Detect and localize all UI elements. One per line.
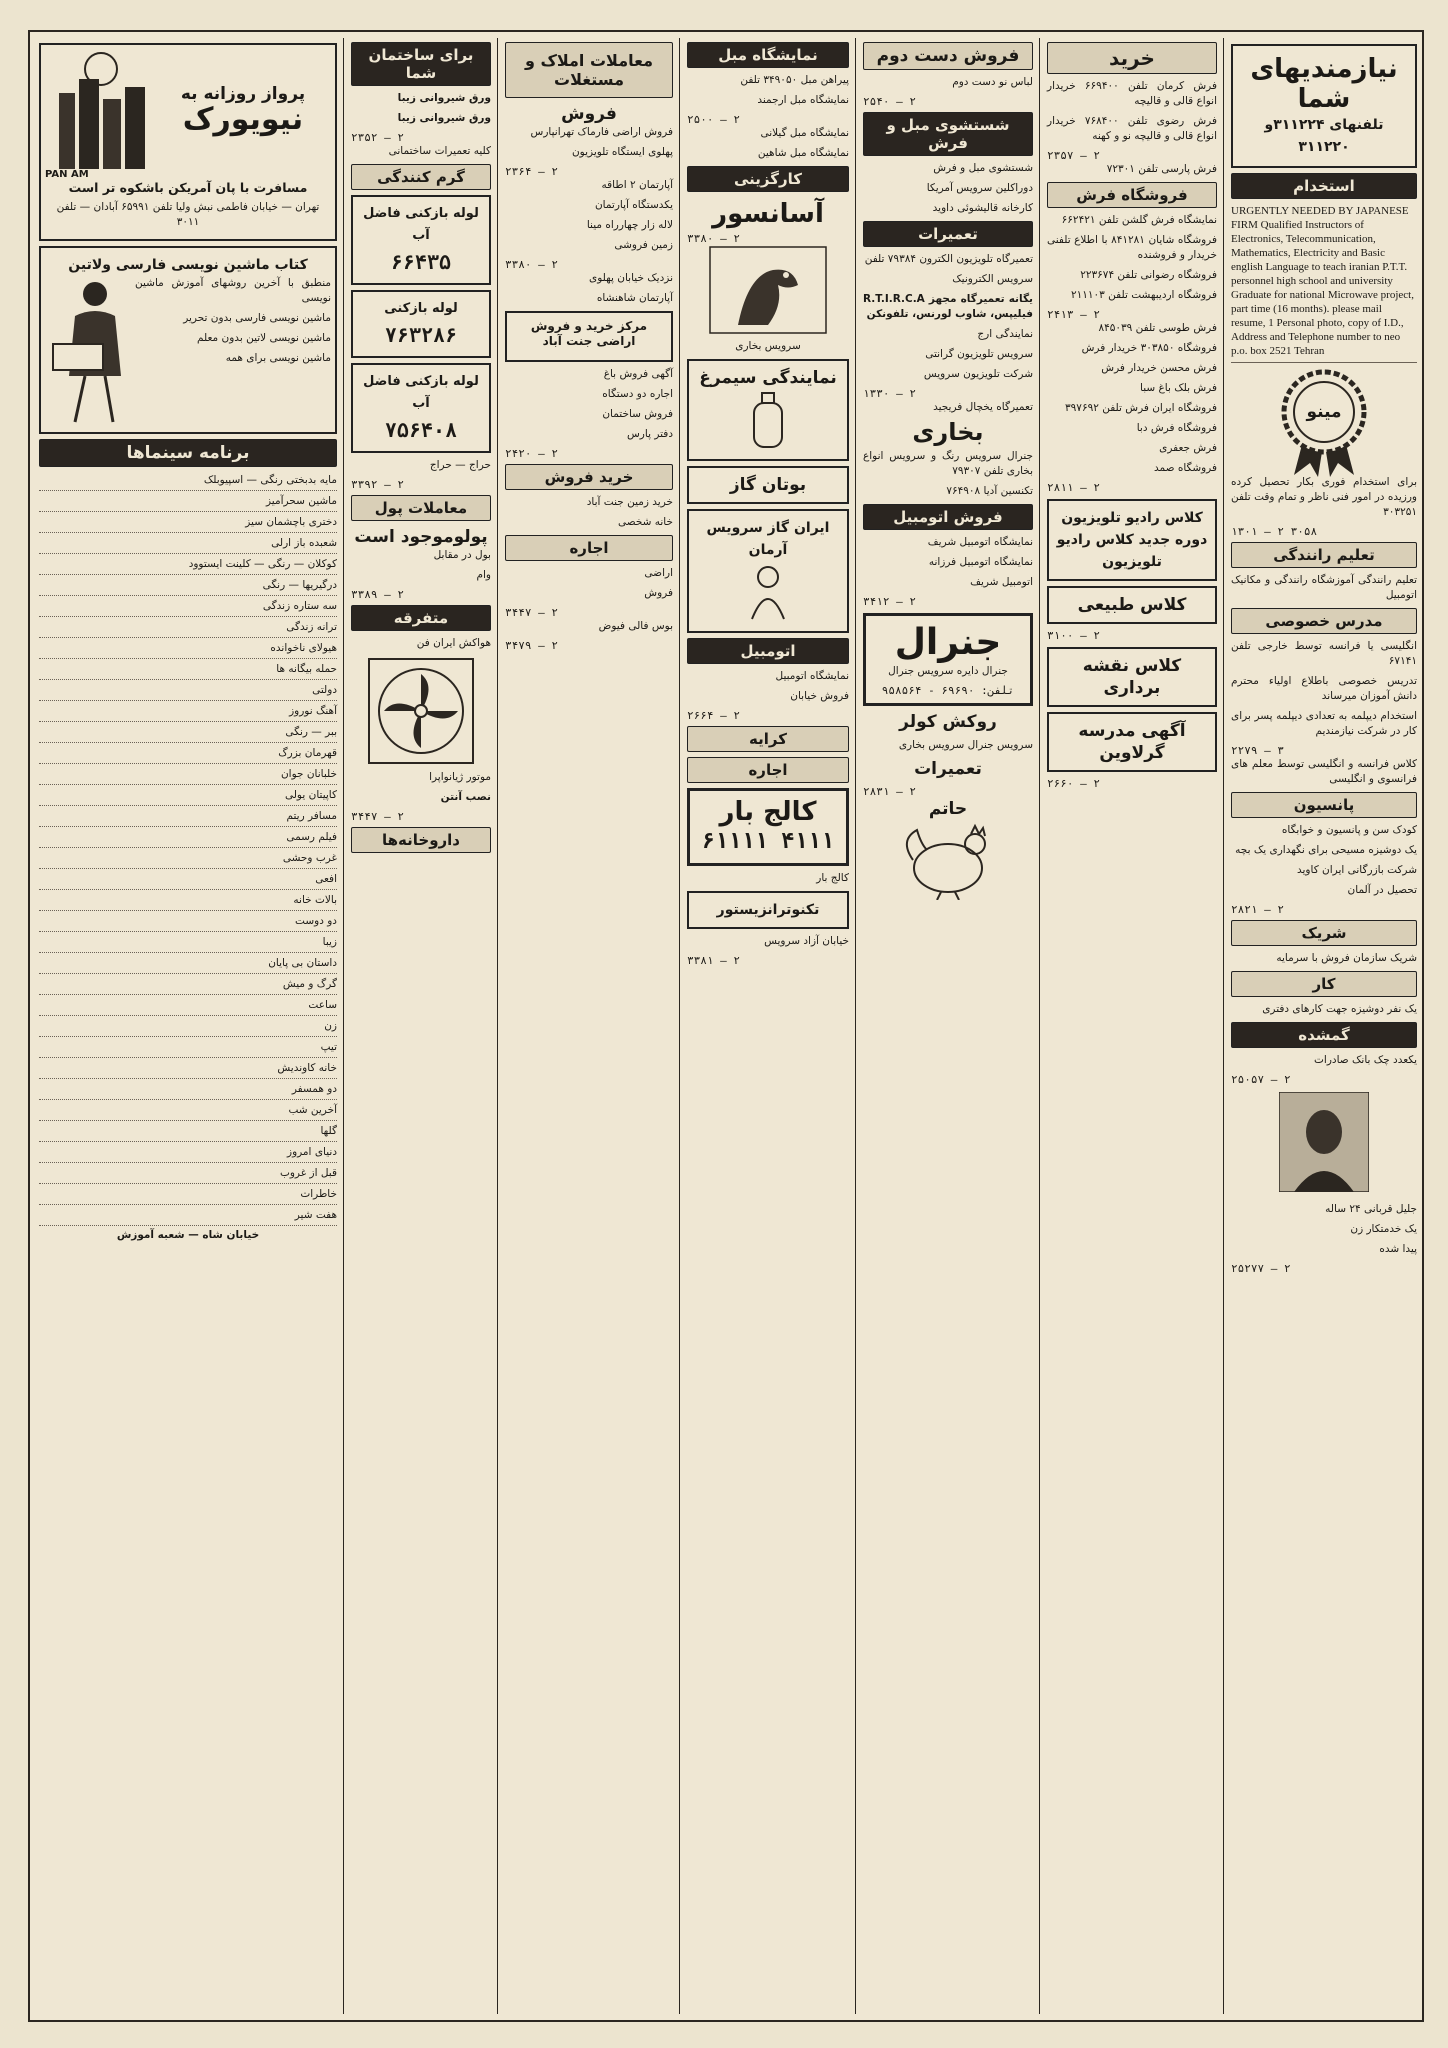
classified-ad: تعمیرگاه تلویزیون الکترون ۷۹۳۸۴ تلفن — [864, 253, 1033, 265]
drain-title: لوله بازکنی فاضل آب — [363, 206, 479, 243]
drain-cleaning-box — [351, 195, 491, 285]
classified-ad: هواکش ایران فن — [416, 637, 491, 649]
airline-address: تهران — خیابان فاطمی نبش ولیا تلفن ۶۵۹۹۱ آبادان — تلفن ۳۰۱۱ — [56, 201, 320, 228]
cinema-listing: آهنگ نوروز — [39, 703, 337, 722]
classified-ad: نمایشگاه مبل شاهین — [757, 147, 849, 159]
drain-cleaning-box — [351, 290, 491, 358]
classified-ad: یک دوشیزه مسیحی برای نگهداری یک بچه — [1235, 844, 1417, 856]
cinema-listing: قبل از غروب — [39, 1165, 337, 1184]
college-bar-phone: ۴۱۱۱ ۶۱۱۱۱ — [701, 829, 835, 854]
classified-ad: تکنسین آدیا ۷۶۴۹۰۸ — [946, 485, 1033, 497]
column-7 — [34, 38, 342, 2014]
money-heading: پولوموجود است — [354, 527, 488, 547]
column-4 — [682, 38, 854, 2014]
section-header: نمایشگاه مبل — [687, 42, 849, 68]
cinema-listing: خانه کاوندیش — [39, 1060, 337, 1079]
classified-ad: نمایشگاه اتومبیل شریف — [927, 536, 1033, 548]
classified-ad: فروشگاه اردیبهشت تلفن ۲۱۱۱۰۳ — [1070, 289, 1217, 301]
classified-ad: سرویس تلویزیون گرانتی — [925, 348, 1033, 360]
cinema-listing: گرگ و میش — [39, 976, 337, 995]
cinema-listing: دو دوست — [39, 913, 337, 932]
cinema-listing: تیپ — [39, 1039, 337, 1058]
cinema-list — [39, 472, 337, 1226]
cinema-listing: هیولای ناخوانده — [39, 640, 337, 659]
classified-ad: کلاس فرانسه و انگلیسی توسط معلم های فرانسوی و انگلیسی — [1231, 758, 1417, 785]
classified-ad: دوراکلین سرویس آمریکا — [926, 182, 1033, 194]
classified-ad: پیراهن مبل ۳۴۹۰۵۰ تلفن — [740, 74, 849, 86]
drain-cleaning-box — [351, 363, 491, 453]
ad-phone: ۳۳۸۱ — ۲ — [687, 954, 740, 967]
drain-title: لوله بازکنی فاضل آب — [363, 374, 479, 411]
repairs-heading: تعمیرات — [914, 759, 982, 779]
cinema-listing: گلها — [39, 1123, 337, 1142]
classified-ad: فرش رضوی تلفن ۷۶۸۴۰۰ خریدار انواع قالی و قالیچه نو و کهنه — [1047, 115, 1217, 142]
gas-cylinder-icon — [746, 389, 790, 449]
drain-phone: ۷۶۳۲۸۶ — [384, 323, 458, 347]
section-header: گمشده — [1231, 1022, 1417, 1048]
ad-phone: ۲۶۶۴ — ۲ — [687, 709, 740, 722]
typing-book-ad — [39, 246, 337, 434]
typing-line: ماشین نویسی برای همه — [225, 352, 331, 364]
cinema-listing: ترانه زندگی — [39, 619, 337, 638]
cinema-header: برنامه سینماها — [39, 439, 337, 467]
cinema-listing: هفت شیر — [39, 1207, 337, 1226]
page-footer: خیابان شاه — شعبه آموزش — [116, 1229, 260, 1241]
cinema-listing: ببر — رنگی — [39, 724, 337, 743]
classified-ad: اجاره دو دستگاه — [602, 388, 673, 400]
ad-phone: ۳۳۸۹ — ۲ — [351, 588, 404, 601]
classified-ad: یک خدمتکار زن — [1350, 1223, 1417, 1235]
classified-ad: کارخانه قالیشوئی داوید — [932, 202, 1033, 214]
ad-phone: ۳۴۴۷ — ۲ — [505, 606, 558, 619]
classified-ad: کلیه تعمیرات ساختمانی — [388, 145, 491, 157]
woman-with-typewriter-icon — [45, 276, 135, 426]
nature-class-box — [1047, 586, 1217, 624]
classified-ad: خیابان آزاد سرویس — [764, 935, 849, 947]
classified-ad: تحصیل در آلمان — [1347, 884, 1417, 896]
heater-service-ad — [687, 245, 849, 354]
cinema-listing: داستان بی پایان — [39, 955, 337, 974]
airline-header: پرواز روزانه به — [180, 84, 306, 104]
section-header: فروش دست دوم — [863, 42, 1033, 70]
general-service-box — [863, 613, 1033, 706]
classified-ad: موتور ژیانواپرا — [429, 771, 491, 783]
classified-ad: اراضی — [644, 567, 673, 579]
ad-phone: ۲۳۵۲ — ۲ — [351, 131, 404, 144]
classified-ad: فرش بلک باغ سبا — [1140, 382, 1217, 394]
cinema-listing: افعی — [39, 871, 337, 890]
cinema-listing: دو همسفر — [39, 1081, 337, 1100]
section-header: گرم کنندگی — [351, 164, 491, 190]
classified-ad: سرویس جنرال سرویس بخاری — [898, 739, 1033, 751]
college-bar-title: کالج بار — [719, 797, 817, 827]
airline-subtitle: مسافرت با پان آمریکن باشکوه تر است — [68, 180, 308, 195]
section-header: اجاره — [687, 757, 849, 783]
classified-ad: انگلیسی یا فرانسه توسط خارجی تلفن ۶۷۱۴۱ — [1231, 640, 1417, 667]
section-header: اجاره — [505, 535, 673, 561]
cinema-listing: بالات خانه — [39, 892, 337, 911]
classified-ad: نزدیک خیابان پهلوی — [589, 272, 673, 284]
ad-phone: ۱۳۳۰ — ۲ — [863, 387, 916, 400]
classified-ad: فروشگاه شایان ۸۴۱۲۸۱ با اطلاع تلفنی خریدار و فروشنده — [1047, 234, 1217, 261]
classified-ad: فرش محسن خریدار فرش — [1101, 362, 1217, 374]
drain-title: لوله بازکنی — [384, 301, 458, 316]
section-header: تعلیم رانندگی — [1231, 542, 1417, 568]
section-header: شریک — [1231, 920, 1417, 946]
classified-ad: یگانه تعمیرگاه مجهز R.T.I.R.C.A فیلیپس، شاوب لورنس، تلفونکن — [863, 293, 1033, 320]
column-3 — [858, 38, 1038, 2014]
airline-city: نیویورک — [182, 102, 304, 137]
classified-ad: فرش جعفری — [1159, 442, 1217, 454]
butane-box — [687, 466, 849, 504]
classified-ad: فروش ساختمان — [602, 408, 673, 420]
classified-ad: بوس فالی فیوض — [598, 620, 673, 632]
sale-heading: فروش — [561, 104, 617, 124]
classified-ad: زمین فروشی — [614, 239, 673, 251]
cinema-listing: ساعت — [39, 997, 337, 1016]
ad-phone: ۲۵۲۷۷ — ۲ — [1231, 1262, 1291, 1275]
classified-ad: ورق شیروانی زیبا — [397, 92, 491, 104]
cartoon-man-icon — [738, 561, 798, 621]
class-title: کلاس نقشه برداری — [1082, 656, 1182, 698]
section-header: اتومبیل — [687, 638, 849, 664]
cinema-listing: دولتی — [39, 682, 337, 701]
classified-ad: یک نفر دوشیزه جهت کارهای دفتری — [1262, 1003, 1417, 1015]
pharmacies-header: داروخانه‌ها — [351, 827, 491, 853]
classified-ad: فروشگاه ۳۰۳۸۵۰ خریدار فرش — [1081, 342, 1217, 354]
classified-ad: یکعدد چک بانک صادرات — [1314, 1054, 1417, 1066]
cinema-listing: کوکلان — رنگی — کلینت ایستوود — [39, 556, 337, 575]
drain-phone: ۷۵۶۴۰۸ — [384, 418, 458, 442]
cinema-listing: آخرین شب — [39, 1102, 337, 1121]
section-header: شستشوی مبل و فرش — [863, 112, 1033, 156]
classified-ad: نمایشگاه مبل ارجمند — [757, 94, 849, 106]
classified-ad: خانه شخصی — [617, 516, 673, 528]
classified-ad: فروش اراضی فارماک تهرانپارس — [530, 126, 673, 138]
cinema-listing: ماشین سحرآمیز — [39, 493, 337, 512]
minoo-logo — [1231, 367, 1417, 423]
ad-phone: ۲۲۷۹ — ۳ — [1231, 744, 1284, 757]
section-header: برای ساختمان شما — [351, 42, 491, 86]
ad-phone: ۲۳۶۴ — ۲ — [505, 165, 558, 178]
classified-ad: کودک سن و پانسیون و خوابگاه — [1281, 824, 1417, 836]
fan-icon — [366, 656, 476, 766]
classified-ad: آپارتمان شاهنشاه — [596, 292, 673, 304]
ad-phone: ۳۴۷۹ — ۲ — [505, 639, 558, 652]
classified-ad: پیدا شده — [1379, 1243, 1417, 1255]
classified-ad: نمایشگاه مبل گیلانی — [760, 127, 849, 139]
column-6 — [346, 38, 496, 2014]
ad-phone: ۱۳۰۱ — ۲ ۳۰۵۸ — [1231, 525, 1318, 538]
cinema-listing: زن — [39, 1018, 337, 1037]
column-5 — [500, 38, 678, 2014]
technotransistor-box — [687, 891, 849, 929]
classified-ad: نمایندگی ارج — [977, 328, 1033, 340]
radio-tv-class-box — [1047, 499, 1217, 581]
cinema-listing: زیبا — [39, 934, 337, 953]
irangas-title: ایران گاز سرویس آرمان — [706, 520, 830, 558]
section-header: کرایه — [687, 726, 849, 752]
classified-ad: جنرال سرویس رنگ و سرویس انواع بخاری تلفن ۷۹۳۰۷ — [863, 450, 1033, 477]
classified-ad: استخدام دیپلمه به تعدادی دیپلمه پسر برای کار در شرکت نیازمندیم — [1231, 710, 1417, 737]
classified-ad: کالج بار — [816, 872, 849, 884]
ad-phone: ۲۸۱۱ — ۲ — [1047, 481, 1100, 494]
typing-line: منطبق با آخرین روشهای آموزش ماشین نویسی — [135, 277, 331, 304]
general-service-desc: جنرال دایره سرویس جنرال — [888, 665, 1008, 677]
hatam-ad — [863, 798, 1033, 904]
section-header: استخدام — [1231, 173, 1417, 199]
classified-ad: ورق شیروانی زیبا — [397, 112, 491, 124]
cinema-listing: درگیریها — رنگی — [39, 577, 337, 596]
hatam-title: حاتم — [928, 799, 968, 819]
cinema-listing: خاطرات — [39, 1186, 337, 1205]
survey-class-box — [1047, 647, 1217, 707]
classified-ad: پهلوی ایستگاه تلویزیون — [571, 146, 673, 158]
college-bar-box — [687, 788, 849, 866]
classified-ad: تعمیرگاه یخچال فریجید — [933, 401, 1033, 413]
masthead-phones: تلفنهای ۳۱۱۲۲۴و ۳۱۱۲۲۰ — [1264, 117, 1384, 155]
cinema-listing: حمله بیگانه ها — [39, 661, 337, 680]
rooster-icon — [893, 820, 1003, 900]
ad-phone: ۳۳۸۰ — ۲ — [687, 232, 740, 245]
classified-ad: فرش کرمان تلفن ۶۶۹۴۰۰ خریدار انواع قالی و قالیچه — [1047, 80, 1217, 107]
photo-caption: جلیل قربانی ۲۴ ساله — [1325, 1203, 1417, 1215]
classified-ad: فرش پارسی تلفن ۷۲۳۰۱ — [1106, 163, 1217, 175]
classified-ad: سرویس الکترونیک — [952, 273, 1033, 285]
cinema-listing: قهرمان بزرگ — [39, 745, 337, 764]
column-1 — [1226, 38, 1422, 2014]
heater-heading: بخاری — [912, 418, 984, 446]
ad-phone: ۲۶۶۰ — ۲ — [1047, 777, 1100, 790]
section-header: کار — [1231, 971, 1417, 997]
irangas-box — [687, 509, 849, 633]
classified-ad: برای استخدام فوری بکار تحصیل کرده ورزیده در امور فنی ناظر و تمام وقت تلفن ۳۰۳۲۵۱ — [1231, 476, 1417, 518]
english-job-ad: URGENTLY NEEDED BY JAPANESE FIRM Qualified Instructors of Electronics, Telecommunication, Mathematics, Electricity and Basic english Language to teach iranian P.T.T. personnel high school and university Graduate for national Microwave project, part time (16 months). please mail resume, 1 Personal photo, copy of I.D., Address and Telephone number to neo p.o. box 2521 Tehran — [1231, 205, 1414, 357]
cinema-listing: دنیای امروز — [39, 1144, 337, 1163]
classified-ad: آپارتمان ۲ اطاقه — [601, 179, 673, 191]
section-header: فروش اتومبیل — [863, 504, 1033, 530]
section-header: مدرس خصوصی — [1231, 608, 1417, 634]
classified-ad: شرکت تلویزیون سرویس — [923, 368, 1033, 380]
classified-ad: فروشگاه ایران فرش تلفن ۳۹۷۶۹۲ — [1065, 402, 1217, 414]
classified-ad: نمایشگاه فرش گلشن تلفن ۶۶۲۴۲۱ — [1061, 214, 1217, 226]
class-title: کلاس رادیو تلویزیون دوره جدید کلاس رادیو تلویزیون — [1056, 510, 1208, 570]
general-brand: جنرال — [894, 622, 1002, 663]
classified-ad: شستشوی مبل و فرش — [933, 162, 1033, 174]
classified-ad: نمایشگاه اتومبیل — [775, 670, 849, 682]
drain-phone: ۶۶۴۳۵ — [390, 250, 452, 274]
section-header: پانسیون — [1231, 792, 1417, 818]
elevator-heading: آسانسور — [712, 199, 824, 229]
ad-phone: ۲۴۱۳ — ۲ — [1047, 308, 1100, 321]
portrait-photo-icon — [1279, 1092, 1369, 1192]
jannat-abad-box — [505, 311, 673, 362]
section-header: خرید — [1047, 42, 1217, 74]
classified-ad: وام — [476, 569, 491, 581]
ad-phone: ۳۳۸۰ — ۲ — [505, 258, 558, 271]
ad-phone: ۳۳۹۲ — ۲ — [351, 478, 404, 491]
ad-phone: ۲۵۰۰ — ۲ — [687, 113, 740, 126]
classified-ad: فروشگاه رضوانی تلفن ۲۲۳۶۷۴ — [1080, 269, 1217, 281]
classified-ad: تعلیم رانندگی آموزشگاه رانندگی و مکانیک اتومبیل — [1231, 574, 1417, 601]
city-skyline-icon — [45, 49, 155, 169]
general-phone: تلفن: ۶۹۶۹۰ - ۹۵۸۵۶۴ — [881, 684, 1015, 697]
typing-line: ماشین نویسی لاتین بدون معلم — [197, 332, 331, 344]
cinema-listing: سه ستاره زندگی — [39, 598, 337, 617]
section-header: خرید فروش — [505, 464, 673, 490]
simorgh-box — [687, 359, 849, 461]
classified-ad: فرش طوسی تلفن ۸۴۵۰۳۹ — [1098, 322, 1217, 334]
classified-ad: حراج — حراج — [429, 459, 491, 471]
newspaper-classifieds-page — [28, 30, 1424, 2022]
classified-ad: بول در مقابل — [433, 549, 491, 561]
ad-phone: ۲۳۵۷ — ۲ — [1047, 149, 1100, 162]
butane-title: بوتان گاز — [729, 475, 807, 495]
person-photo — [1231, 1092, 1417, 1196]
classified-ad: نصب آنتن — [440, 791, 491, 803]
classified-ad: سرویس بخاری — [735, 340, 801, 352]
ad-phone: ۲۵۴۰ — ۲ — [863, 95, 916, 108]
classified-ad: خرید زمین جنت آباد — [586, 496, 673, 508]
section-header: تعمیرات — [863, 221, 1033, 247]
classified-ad: یکدستگاه آپارتمان — [594, 199, 673, 211]
classified-ad: آگهی فروش باغ — [603, 368, 673, 380]
ad-phone: ۲۵۰۵۷ — ۲ — [1231, 1073, 1291, 1086]
classified-ad: لباس نو دست دوم — [952, 76, 1033, 88]
classified-ad: فروشگاه فرش دبا — [1136, 422, 1217, 434]
cinema-listing: فیلم رسمی — [39, 829, 337, 848]
masthead — [1231, 44, 1417, 168]
technotransistor-title: تکنوترانزیستور — [716, 902, 820, 918]
class-title: کلاس طبیعی — [1077, 595, 1187, 615]
simorgh-title: نمایندگی سیمرغ — [699, 368, 837, 388]
typing-line: ماشین نویسی فارسی بدون تحریر — [183, 312, 331, 324]
fan-ad — [351, 656, 491, 770]
classified-ad: اتومبیل شریف — [970, 576, 1033, 588]
cinema-listing: کاپیتان یولی — [39, 787, 337, 806]
cooler-heading: روکش کولر — [899, 712, 997, 732]
classified-ad: فروشگاه صمد — [1153, 462, 1217, 474]
typing-title: کتاب ماشین نویسی فارسی ولاتین — [68, 257, 308, 273]
section-header: متفرقه — [351, 605, 491, 631]
ad-phone: ۳۴۱۲ — ۲ — [863, 595, 916, 608]
section-header: معاملات املاک و مستغلات — [505, 42, 673, 98]
classified-ad: شرکت بازرگانی ایران کاوید — [1296, 864, 1417, 876]
masthead-title: نیازمندیهای شما — [1250, 54, 1398, 114]
classified-ad: لاله زار چهارراه مینا — [586, 219, 673, 231]
classified-ad: تدریس خصوصی باطلاع اولیاء محترم دانش آموزان میرساند — [1231, 675, 1417, 702]
ad-phone: ۲۴۲۰ — ۲ — [505, 447, 558, 460]
classified-ad: فروش — [644, 587, 673, 599]
column-2 — [1042, 38, 1222, 2014]
minoo-logo-text: مینو — [1306, 402, 1342, 422]
wolf-cartoon-icon — [708, 245, 828, 335]
cinema-listing: مسافر ریتم — [39, 808, 337, 827]
cinema-listing: غرب وحشی — [39, 850, 337, 869]
section-header: فروشگاه فرش — [1047, 182, 1217, 208]
school-ad-box — [1047, 712, 1217, 772]
section-header: معاملات پول — [351, 495, 491, 521]
classified-ad: شریک سازمان فروش با سرمایه — [1276, 952, 1417, 964]
cinema-listing: خلبانان جوان — [39, 766, 337, 785]
ad-phone: ۲۸۳۱ — ۲ — [863, 785, 916, 798]
ad-phone: ۳۱۰۰ — ۲ — [1047, 629, 1100, 642]
school-title: آگهی مدرسه گرلاوین — [1078, 721, 1186, 763]
classified-ad: دفتر پارس — [626, 428, 673, 440]
panam-ad — [39, 43, 337, 241]
cinema-listing: دختری باچشمان سیز — [39, 514, 337, 533]
cinema-listing: شعبده باز ارلی — [39, 535, 337, 554]
jannat-abad-text: مرکز خرید و فروش اراضی جنت آباد — [530, 319, 648, 348]
airline-logo: PAN AM — [45, 169, 89, 180]
classified-ad: فروش خیابان — [790, 690, 849, 702]
classified-ad: نمایشگاه اتومبیل فرزانه — [928, 556, 1033, 568]
ad-phone: ۳۴۴۷ — ۲ — [351, 810, 404, 823]
ad-phone: ۲۸۲۱ — ۲ — [1231, 903, 1284, 916]
cinema-listing: مایه‌ بدبختی رنگی — اسپیوبلک — [39, 472, 337, 491]
section-header: کارگزینی — [687, 166, 849, 192]
